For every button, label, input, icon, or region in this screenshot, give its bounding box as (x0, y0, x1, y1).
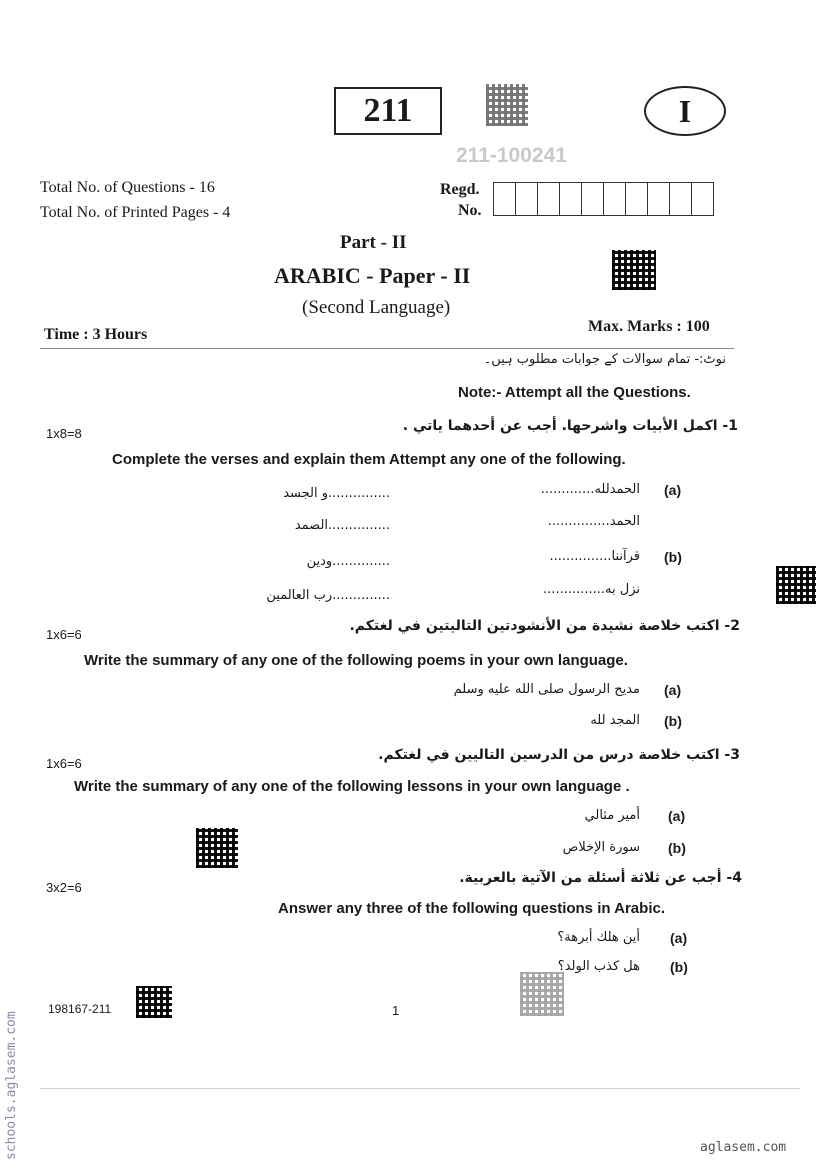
regd-number-boxes (493, 182, 714, 216)
q1-option-b-line1-left: قرآننا............... (549, 549, 640, 564)
q1-option-a-line1-left: الحمدلله............. (540, 482, 640, 497)
paper-code-box: 211 (334, 87, 442, 135)
qr-code-icon (776, 566, 816, 604)
q4-option-b-label: (b) (670, 959, 688, 975)
q4-arabic: 4- أجب عن ثلاثة أسئلة من الآتية بالعربية. (459, 870, 742, 886)
q1-option-a-line2-left: الحمد............... (547, 514, 640, 529)
q3-option-b-label: (b) (668, 840, 686, 856)
total-questions: Total No. of Questions - 16 (40, 179, 215, 196)
datamatrix-icon-top (486, 84, 528, 126)
page-number: 1 (392, 1003, 400, 1018)
q1-option-b-line2-left: نزل به............... (543, 582, 640, 597)
q2-marks: 1x6=6 (46, 627, 82, 642)
q1-option-b-line2-right: ..............رب العالمين (266, 588, 390, 603)
bottom-divider (40, 1088, 800, 1089)
q1-english: Complete the verses and explain them Attempt any one of the following. (112, 451, 626, 468)
side-watermark: schools.aglasem.com (4, 1011, 19, 1160)
q3-option-b-text: سورة الإخلاص (562, 840, 640, 855)
q4-english: Answer any three of the following questions in Arabic. (278, 900, 665, 917)
regd-no-label: No. (458, 202, 482, 219)
q2-english: Write the summary of any one of the following poems in your own language. (84, 652, 628, 669)
max-marks-label: Max. Marks : 100 (588, 318, 710, 335)
q1-arabic: 1- اكمل الأبيات واشرحها. أجب عن أحدهما ياتي . (402, 418, 738, 434)
q2-option-b-text: المجد لله (590, 713, 640, 728)
q1-option-a-line1-right: ...............و الجسد (283, 486, 390, 501)
q4-marks: 3x2=6 (46, 880, 82, 895)
bottom-watermark: aglasem.com (700, 1140, 787, 1155)
datamatrix-icon-header (612, 250, 656, 290)
q1-marks: 1x8=8 (46, 426, 82, 441)
q3-option-a-label: (a) (668, 808, 686, 824)
q2-option-b-label: (b) (664, 713, 682, 729)
q1-option-a-label: (a) (664, 482, 682, 498)
time-label: Time : 3 Hours (44, 326, 148, 343)
q4-option-a-label: (a) (670, 930, 688, 946)
datamatrix-icon-mid (196, 828, 238, 868)
q2-arabic: 2- اكتب خلاصة نشيدة من الأنشودتين التاليتين في لغتكم. (349, 618, 740, 634)
datamatrix-icon-footer (136, 986, 172, 1018)
subject-title: ARABIC - Paper - II (274, 263, 471, 288)
q2-option-a-label: (a) (664, 682, 682, 698)
q4-option-b-text: هل كذب الولد؟ (557, 959, 640, 974)
footer-code: 198167-211 (48, 1002, 112, 1016)
language-subtitle: (Second Language) (302, 297, 451, 318)
q3-english: Write the summary of any one of the following lessons in your own language . (74, 778, 630, 795)
total-pages: Total No. of Printed Pages - 4 (40, 204, 231, 221)
q4-option-a-text: أين هلك أبرهة؟ (557, 930, 640, 945)
part-title: Part - II (340, 232, 407, 253)
note-urdu: نوٹ:- تمام سوالات کے جوابات مطلوب ہیں۔ (483, 352, 726, 367)
q3-marks: 1x6=6 (46, 756, 82, 771)
q3-arabic: 3- اكتب خلاصة درس من الدرسين التاليين في لغتكم. (378, 747, 740, 763)
q1-option-b-label: (b) (664, 549, 682, 565)
header-divider (40, 348, 734, 349)
q1-option-b-line1-right: ..............ودين (306, 554, 390, 569)
set-code-circle: I (644, 86, 726, 136)
q2-option-a-text: مديح الرسول صلى الله عليه وسلم (453, 682, 640, 697)
note-english: Note:- Attempt all the Questions. (458, 384, 691, 401)
q1-option-a-line2-right: ...............الصمد (294, 518, 390, 533)
regd-label: Regd. (440, 181, 480, 198)
datamatrix-icon-bottom (520, 972, 564, 1016)
q3-option-a-text: أمير مثالي (584, 808, 640, 823)
barcode-number: 211-100241 (456, 144, 567, 167)
